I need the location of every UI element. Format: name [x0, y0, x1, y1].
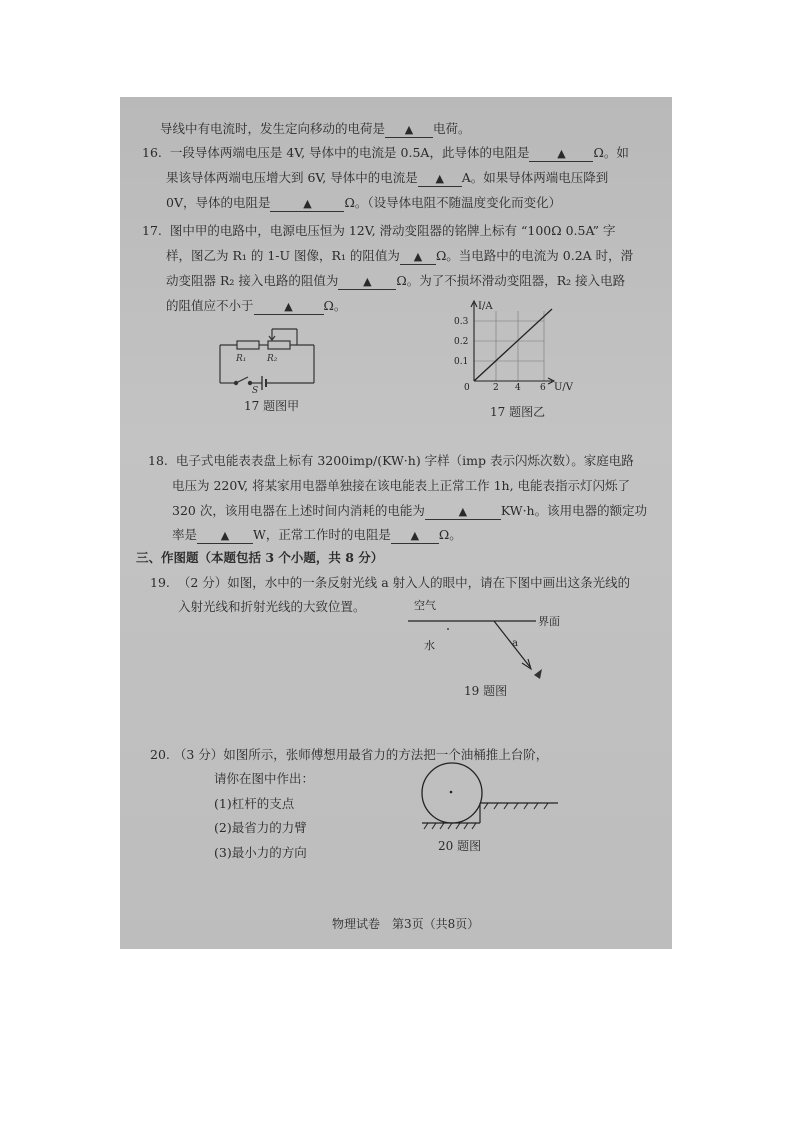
q20-item-1: (1)杠杆的支点 — [214, 796, 295, 811]
oil-drum — [422, 763, 482, 823]
switch-label: S — [252, 386, 259, 396]
q18-line-1: 18. 电子式电能表表盘上标有 3200imp/(KW·h) 字样（imp 表示闪烁次数）。家庭电路 — [148, 453, 634, 468]
circuit-diagram — [212, 325, 322, 395]
q15-line: 导线中有电流时，发生定向移动的电荷是 ▲ 电荷。 — [160, 121, 471, 136]
q18-line-2: 电压为 220V, 将某家用电器单独接在该电能表上正常工作 1h, 电能表指示灯闪烁了 — [172, 478, 631, 493]
graph-caption: 17 题图乙 — [490, 405, 546, 419]
resistor-r1 — [237, 341, 259, 349]
origin-tick: 0 — [464, 383, 470, 393]
q18-line-4: 率是 ▲ W，正常工作时的电阻是 ▲ Ω。 — [172, 527, 462, 542]
answer-blank[interactable]: ▲ — [400, 250, 436, 265]
x-tick: 4 — [515, 383, 521, 393]
q19-line-2: 入射光线和折射光线的大致位置。 — [178, 599, 366, 614]
q16-line-3: 0V，导体的电阻是 ▲ Ω。（设导体电阻不随温度变化而变化） — [166, 195, 562, 210]
q17-line-3: 动变阻器 R₂ 接入电路的阻值为 ▲ Ω。为了不损坏滑动变阻器，R₂ 接入电路 — [166, 273, 626, 288]
q16-line-1: 16. 一段导体两端电压是 4V, 导体中的电流是 0.5A，此导体的电阻是 ▲ Ω。如 — [142, 145, 629, 160]
q20-item-2: (2)最省力的力臂 — [214, 820, 307, 835]
q20-line-2: 请你在图中作出： — [214, 771, 315, 786]
y-axis-label: I/A — [478, 301, 493, 312]
page-footer: 物理试卷 第3页（共8页） — [332, 917, 480, 931]
x-tick: 6 — [540, 383, 546, 393]
eye-icon — [534, 669, 542, 679]
circuit-caption: 17 题图甲 — [244, 399, 300, 413]
x-axis-label: U/V — [554, 382, 574, 393]
q20-line-1: 20. （3 分）如图所示，张师傅想用最省力的方法把一个油桶推上台阶， — [150, 747, 549, 762]
q18-line-3: 320 次，该用电器在上述时间内消耗的电能为 ▲ KW·h。该用电器的额定功 — [172, 503, 648, 518]
r2-label: R₂ — [267, 354, 278, 364]
answer-blank[interactable]: ▲ — [385, 123, 433, 138]
answer-blank[interactable]: ▲ — [197, 529, 253, 544]
x-tick: 2 — [493, 383, 499, 393]
q16-line-2: 果该导体两端电压增大到 6V, 导体中的电流是 ▲ A。如果导体两端电压降到 — [166, 170, 609, 185]
answer-blank[interactable]: ▲ — [254, 300, 324, 315]
q19-caption: 19 题图 — [464, 684, 508, 698]
refraction-diagram — [404, 597, 574, 687]
q20-item-3: (3)最小力的方向 — [214, 845, 307, 860]
section-title: 三、作图题（本题包括 3 个小题，共 8 分） — [136, 550, 384, 565]
y-tick: 0.2 — [454, 337, 469, 347]
q17-line-1: 17. 图中甲的电路中，电源电压恒为 12V, 滑动变阻器的铭牌上标有 “100Ω 0.5A” 字 — [142, 223, 616, 238]
iu-line — [474, 309, 552, 381]
iu-graph — [452, 301, 574, 393]
q19-line-1: 19. （2 分）如图，水中的一条反射光线 a 射入人的眼中，请在下图中画出这条光线的 — [150, 575, 631, 590]
answer-blank[interactable]: ▲ — [338, 275, 396, 290]
oil-drum-diagram — [422, 759, 562, 839]
y-tick: 0.3 — [454, 317, 469, 327]
q17-line-4: 的阻值应不小于 ▲ Ω。 — [166, 298, 347, 313]
answer-blank[interactable]: ▲ — [391, 529, 439, 544]
air-label: 空气 — [414, 599, 436, 612]
exam-page-scan — [120, 97, 672, 949]
answer-blank[interactable]: ▲ — [270, 197, 344, 212]
answer-blank[interactable]: ▲ — [529, 147, 593, 162]
r1-label: R₁ — [236, 354, 247, 364]
water-label: 水 — [424, 639, 435, 652]
rheostat-r2 — [268, 341, 290, 349]
answer-blank[interactable]: ▲ — [425, 505, 501, 520]
y-tick: 0.1 — [454, 357, 469, 367]
q20-caption: 20 题图 — [438, 839, 482, 853]
interface-label: 界面 — [538, 615, 560, 628]
ray-label: a — [512, 638, 518, 649]
answer-blank[interactable]: ▲ — [418, 172, 462, 187]
q17-line-2: 样，图乙为 R₁ 的 1-U 图像，R₁ 的阻值为 ▲ Ω。当电路中的电流为 0.2A 时，滑 — [166, 248, 634, 263]
